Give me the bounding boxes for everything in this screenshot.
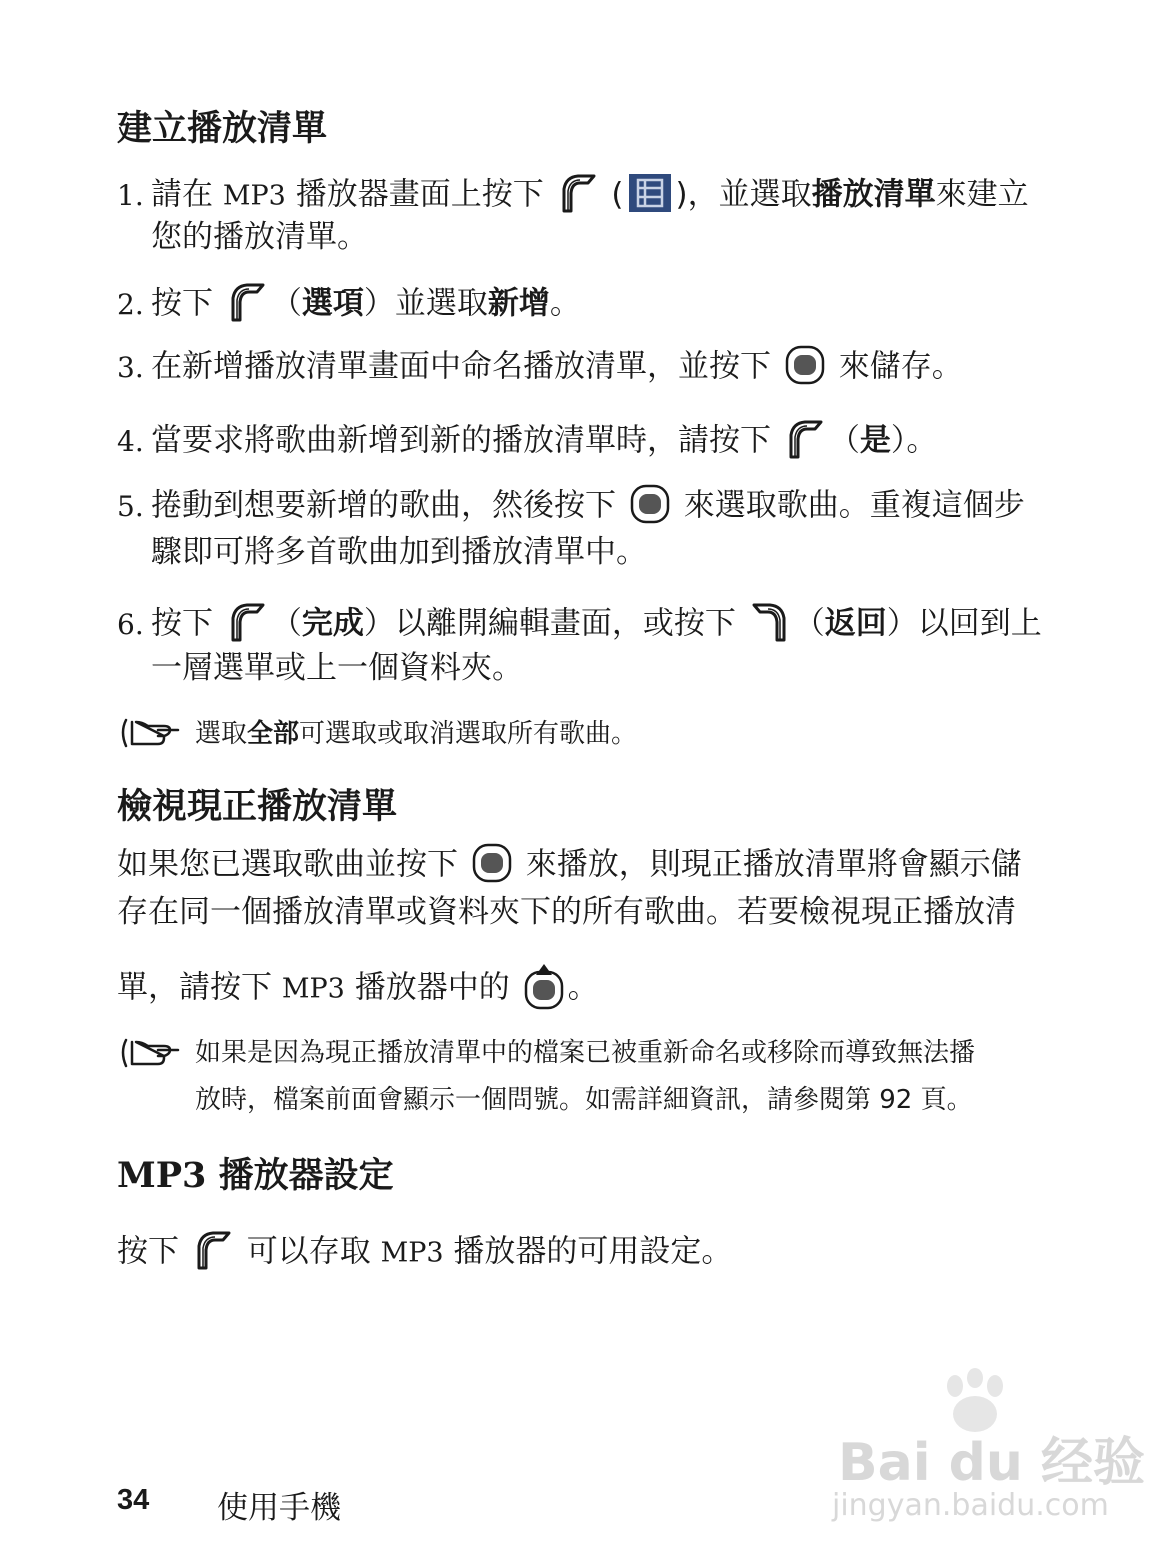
paragraph-line [117,843,1022,889]
step-text: ）以回到上 [886,605,1042,642]
step-text: ）並選取 [363,285,488,322]
step-text: 播放器畫面上按下 [285,176,554,213]
step-text-bold: 選項 [301,285,364,322]
left-softkey-icon [193,1228,233,1278]
paragraph-text-mp3: MP3 [380,1237,444,1269]
step-text-bold: 播放清單 [811,176,936,213]
step-1 [117,171,1029,221]
paragraph-text: 。 [567,969,599,1006]
step-6 [117,600,1042,650]
step-text-mp3: MP3 [222,180,286,212]
step-text: )，並選取 [675,176,812,213]
step-4 [117,417,937,467]
left-softkey-icon [558,171,598,221]
step-6-line-2: 一層選單或上一個資料夾。 [151,650,523,686]
step-number: 3. [117,350,144,384]
ok-center-key-icon [472,843,512,889]
step-text: 。 [549,285,581,322]
step-number: 5. [117,489,144,523]
chapter-name: 使用手機 [217,1490,341,1526]
step-number: 1. [117,178,144,212]
step-5-line-2: 驟即可將多首歌曲加到播放清單中。 [151,534,647,570]
section-title-mp3-settings [117,1155,394,1196]
step-3 [117,345,963,391]
step-text: 來選取歌曲。重複這個步 [673,487,1025,524]
step-text: 來建立 [935,176,1029,213]
paragraph-text: 如果您已選取歌曲並按下 [117,846,468,883]
paragraph-text: 單，請按下 [117,969,282,1006]
pointing-hand-note-icon [118,716,184,754]
step-text: 來儲存。 [828,348,963,385]
paragraph-text: 播放器中的 [344,969,520,1006]
note-select-all [195,721,637,747]
step-text: 當要求將歌曲新增到新的播放清單時，請按下 [151,422,781,459]
step-text: ( [601,176,624,213]
step-text: （ [270,605,302,642]
step-number: 2. [117,287,144,321]
paragraph-text: 播放器的可用設定。 [443,1233,733,1270]
paragraph-line: 存在同一個播放清單或資料夾下的所有歌曲。若要檢視現正播放清 [117,894,1016,930]
section-title-text: 播放器設定 [206,1156,394,1196]
step-5 [117,484,1025,530]
step-text: ）。 [890,422,938,459]
step-number: 4. [117,424,144,458]
step-text: 在新增播放清單畫面中命名播放清單，並按下 [151,348,781,385]
paragraph-text: 按下 [117,1233,189,1270]
left-softkey-icon [227,280,267,330]
section-title-now-playing: 檢視現正播放清單 [117,787,398,827]
note-question-mark-line-2: 放時，檔案前面會顯示一個問號。如需詳細資訊，請參閱第 92 頁。 [195,1085,973,1115]
menu-list-icon [628,173,672,219]
step-text-bold: 完成 [301,605,364,642]
note-text: 可選取或取消選取所有歌曲。 [299,719,638,749]
watermark-logo: Bai du 经验 [838,1433,1145,1493]
step-text: （ [828,422,860,459]
step-number: 6. [117,607,144,641]
step-text-bold: 是 [859,422,891,459]
paragraph-text: 來播放，則現正播放清單將會顯示儲 [515,846,1022,883]
step-text: ）以離開編輯畫面，或按下 [363,605,746,642]
note-question-mark-line-1: 如果是因為現正播放清單中的檔案已被重新命名或移除而導致無法播 [195,1038,976,1068]
ok-center-key-icon [630,484,670,530]
step-text-bold: 新增 [487,285,550,322]
page-number: 34 [117,1484,150,1516]
step-text: 捲動到想要新增的歌曲，然後按下 [151,487,626,524]
step-text: （ [793,605,825,642]
paragraph-text: 可以存取 [236,1233,381,1270]
step-2 [117,280,581,330]
note-text-bold: 全部 [247,719,300,749]
left-softkey-icon [227,600,267,650]
step-text: 按下 [151,285,223,322]
right-softkey-icon [750,600,790,650]
paragraph-line [117,962,599,1016]
step-text-bold: 返回 [824,605,887,642]
step-text: 按下 [151,605,223,642]
nav-up-key-icon [524,962,564,1016]
section-title-create-playlist: 建立播放清單 [117,109,328,149]
step-text: （ [270,285,302,322]
paragraph-line [117,1228,732,1278]
paragraph-text-mp3: MP3 [281,973,345,1005]
step-text: 請在 [151,176,223,213]
ok-center-key-icon [785,345,825,391]
watermark-url: jingyan.baidu.com [832,1488,1109,1523]
note-text: 選取 [195,719,248,749]
step-1-line-2: 您的播放清單。 [151,219,368,255]
pointing-hand-note-icon [118,1036,184,1074]
section-title-mp3: MP3 [117,1155,207,1196]
left-softkey-icon [785,417,825,467]
